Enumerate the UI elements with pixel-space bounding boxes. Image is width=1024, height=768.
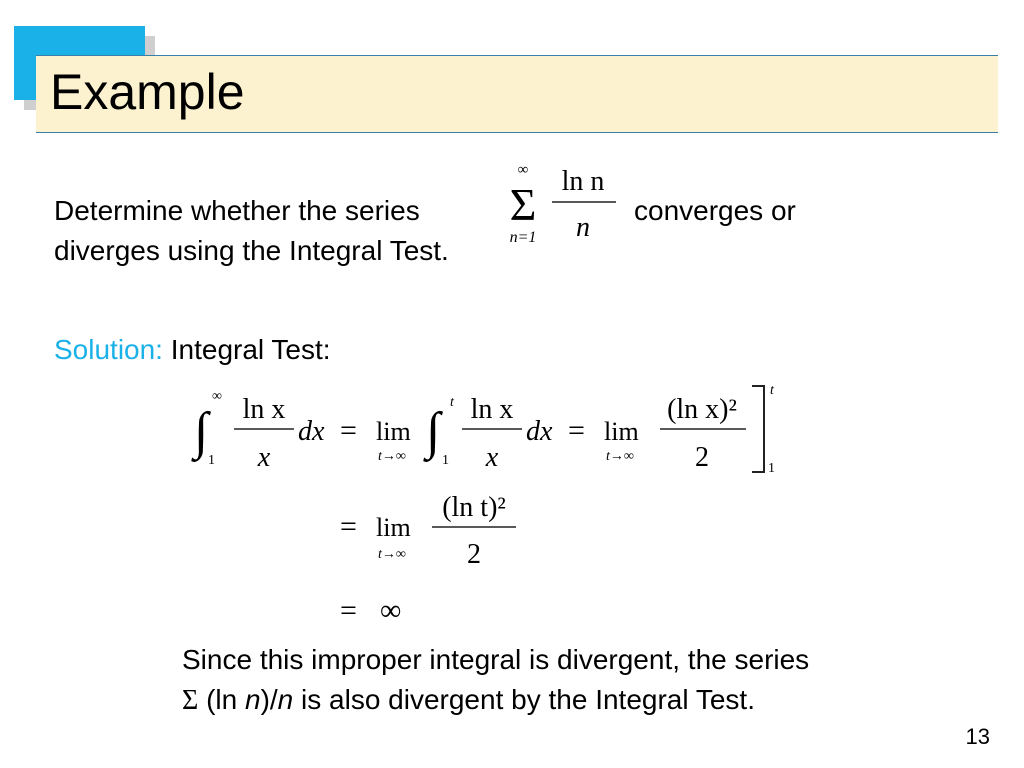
problem-line-1: Determine whether the series: [54, 195, 420, 226]
step2-numerator: (ln t)²: [442, 492, 506, 523]
series-upper-limit: ∞: [517, 162, 529, 178]
integral-sign-2: ∫: [426, 403, 441, 460]
page-number: 13: [965, 724, 990, 749]
solution-line: [54, 331, 331, 369]
frac3-denominator: 2: [695, 442, 709, 473]
frac1-denominator: x: [257, 442, 271, 473]
series-denominator: n: [576, 212, 590, 243]
step2-equals: =: [340, 510, 357, 543]
series-lower-limit: n=1: [509, 229, 537, 246]
dx-2: dx: [526, 416, 553, 447]
step2-denominator: 2: [467, 539, 481, 570]
frac3-numerator: (ln x)²: [667, 394, 737, 425]
conclusion-line-2: [182, 681, 755, 720]
step3-equals: =: [340, 594, 357, 627]
series-formula: [500, 158, 630, 248]
integral-equation: [190, 378, 790, 478]
step2-lim-subscript: t→∞: [378, 547, 406, 562]
limit-step: [336, 486, 536, 572]
result-step: [336, 588, 436, 632]
conclusion-sigma: Σ: [182, 685, 199, 716]
frac2-denominator: x: [485, 442, 499, 473]
conclusion-line-1: Since this improper integral is divergent, the series: [182, 644, 810, 675]
integral-lower-2: 1: [442, 453, 449, 468]
frac2-numerator: ln x: [470, 394, 514, 425]
evaluation-upper: t: [770, 383, 774, 398]
evaluation-bracket: [752, 386, 764, 472]
equals-2: =: [568, 414, 585, 447]
integral-lower-1: 1: [208, 453, 215, 468]
conclusion-expr-mid: )/: [260, 684, 278, 715]
lim-1-subscript: t→∞: [378, 449, 406, 464]
integral-sign-1: ∫: [194, 403, 209, 460]
conclusion-expr-open: (ln: [198, 684, 245, 715]
problem-line-2: diverges using the Integral Test.: [54, 235, 449, 266]
conclusion-line-2-end: is also divergent by the Integral Test.: [293, 684, 755, 715]
conclusion-expr-n2: n: [277, 684, 294, 715]
integral-upper-2: t: [450, 395, 454, 410]
step3-result: ∞: [380, 594, 402, 627]
integral-upper-1: ∞: [212, 389, 222, 404]
slide-title: Example: [50, 64, 245, 120]
dx-1: dx: [298, 416, 325, 447]
solution-text: Integral Test:: [170, 334, 331, 365]
frac1-numerator: ln x: [242, 394, 286, 425]
lim-2-subscript: t→∞: [606, 449, 634, 464]
conclusion-expr-n1: n: [244, 684, 261, 715]
series-sigma: Σ: [509, 179, 537, 230]
solution-label: Solution:: [54, 334, 163, 365]
equals-1: =: [340, 414, 357, 447]
lim-1: lim: [376, 417, 411, 446]
evaluation-lower: 1: [768, 461, 775, 476]
lim-2: lim: [604, 417, 639, 446]
series-numerator: ln n: [561, 166, 605, 197]
step2-lim: lim: [376, 513, 411, 542]
problem-line-1-end: converges or: [634, 195, 796, 226]
